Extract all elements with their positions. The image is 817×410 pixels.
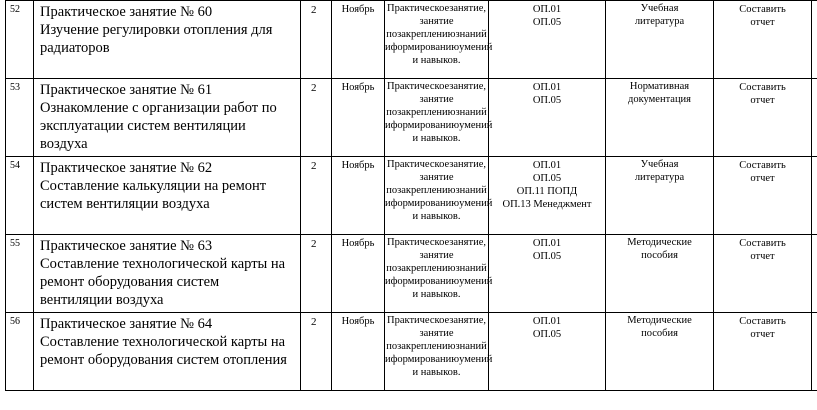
task-line: Составить bbox=[739, 316, 786, 327]
lesson-plan-table bbox=[5, 0, 817, 391]
topic-line: Практическое занятие № 62 bbox=[40, 160, 213, 176]
form-line: формированию bbox=[390, 42, 460, 53]
competencies-cell bbox=[489, 235, 606, 313]
task-line: Составить bbox=[739, 238, 786, 249]
form-line: занятие, занятие по bbox=[386, 315, 486, 352]
competency-code: ОП.13 Менеджмент bbox=[502, 199, 592, 210]
form-line: закреплению bbox=[397, 341, 456, 352]
table-row bbox=[6, 235, 817, 313]
form-line: знаний и bbox=[385, 263, 487, 287]
task-line: отчет bbox=[750, 329, 775, 340]
form-line: формированию bbox=[390, 198, 460, 209]
hours-count: 2 bbox=[301, 1, 332, 79]
month-cell: Ноябрь bbox=[332, 313, 385, 391]
literature-line: Методические bbox=[627, 237, 692, 248]
competencies-cell bbox=[489, 1, 606, 79]
cut-off-column bbox=[812, 157, 817, 235]
literature-cell bbox=[606, 157, 714, 235]
topic-line: ремонт оборудования систем отопления bbox=[40, 352, 287, 368]
task-line: отчет bbox=[750, 173, 775, 184]
cut-off-column bbox=[812, 235, 817, 313]
competency-code: ОП.01 bbox=[532, 160, 562, 171]
literature-line: Учебная bbox=[640, 159, 679, 170]
task-cell bbox=[714, 79, 812, 157]
form-line: занятие, занятие по bbox=[386, 159, 486, 196]
literature-cell bbox=[606, 79, 714, 157]
form-line: формированию bbox=[390, 120, 460, 131]
task-line: отчет bbox=[750, 251, 775, 262]
task-line: Составить bbox=[739, 82, 786, 93]
competency-code: ОП.01 bbox=[532, 238, 562, 249]
competency-code: ОП.11 ПОПД bbox=[516, 186, 578, 197]
form-line: знаний и bbox=[385, 341, 487, 365]
form-line: умений и навыков. bbox=[412, 120, 493, 144]
month-cell: Ноябрь bbox=[332, 79, 385, 157]
task-line: Составить bbox=[739, 4, 786, 15]
form-line: Практическое bbox=[386, 81, 450, 92]
competencies-cell bbox=[489, 79, 606, 157]
form-line: Практическое bbox=[386, 315, 450, 326]
topic-line: Ознакомление с организации работ по bbox=[40, 100, 277, 116]
form-line: умений и навыков. bbox=[412, 276, 493, 300]
lesson-topic bbox=[34, 1, 301, 79]
form-line: знаний и bbox=[385, 185, 487, 209]
task-cell bbox=[714, 235, 812, 313]
topic-line: Составление технологической карты на bbox=[40, 256, 286, 272]
literature-cell bbox=[606, 235, 714, 313]
row-number: 52 bbox=[6, 1, 34, 79]
topic-line: ремонт оборудования систем bbox=[40, 274, 220, 290]
task-cell bbox=[714, 157, 812, 235]
form-line: знаний и bbox=[385, 29, 487, 53]
lesson-form bbox=[385, 235, 493, 313]
task-line: отчет bbox=[750, 95, 775, 106]
lesson-topic bbox=[34, 235, 301, 313]
competency-code: ОП.01 bbox=[532, 82, 562, 93]
topic-line: радиаторов bbox=[40, 40, 110, 56]
literature-cell bbox=[606, 313, 714, 391]
hours-count: 2 bbox=[301, 157, 332, 235]
form-line: знаний и bbox=[385, 107, 487, 131]
literature-line: Методические bbox=[627, 315, 692, 326]
competency-code: ОП.01 bbox=[532, 4, 562, 15]
competency-code: ОП.05 bbox=[532, 251, 562, 262]
form-line: формированию bbox=[390, 276, 460, 287]
competency-code: ОП.05 bbox=[532, 95, 562, 106]
form-line: закреплению bbox=[397, 185, 456, 196]
table-row bbox=[6, 313, 817, 391]
competency-code: ОП.05 bbox=[532, 17, 562, 28]
form-line: умений и навыков. bbox=[412, 42, 493, 66]
cut-off-column bbox=[812, 1, 817, 79]
literature-line: литература bbox=[634, 15, 685, 27]
form-line: занятие, занятие по bbox=[386, 81, 486, 118]
hours-count: 2 bbox=[301, 313, 332, 391]
month-cell: Ноябрь bbox=[332, 157, 385, 235]
topic-line: воздуха bbox=[40, 136, 88, 152]
task-cell bbox=[714, 1, 812, 79]
row-number: 53 bbox=[6, 79, 34, 157]
topic-line: Практическое занятие № 60 bbox=[40, 4, 213, 20]
literature-line: Нормативная bbox=[629, 81, 690, 92]
task-line: отчет bbox=[750, 17, 775, 28]
row-number: 54 bbox=[6, 157, 34, 235]
lesson-topic bbox=[34, 79, 301, 157]
lesson-form bbox=[385, 79, 493, 157]
literature-line: пособия bbox=[641, 249, 678, 261]
form-line: занятие, занятие по bbox=[386, 237, 486, 274]
literature-line: литература bbox=[634, 171, 685, 183]
form-line: формированию bbox=[390, 354, 460, 365]
table-body bbox=[6, 1, 817, 391]
literature-line: документация bbox=[627, 93, 692, 105]
form-line: закреплению bbox=[397, 263, 456, 274]
topic-line: Практическое занятие № 61 bbox=[40, 82, 213, 98]
form-line: умений и навыков. bbox=[412, 198, 493, 222]
table-row bbox=[6, 157, 817, 235]
task-cell bbox=[714, 313, 812, 391]
competency-code: ОП.01 bbox=[532, 316, 562, 327]
topic-line: Составление калькуляции на ремонт bbox=[40, 178, 267, 194]
lesson-form bbox=[385, 313, 493, 391]
competencies-cell bbox=[489, 157, 606, 235]
lesson-form bbox=[385, 1, 493, 79]
form-line: Практическое bbox=[386, 159, 450, 170]
topic-line: систем вентиляции воздуха bbox=[40, 196, 210, 212]
hours-count: 2 bbox=[301, 235, 332, 313]
topic-line: Составление технологической карты на bbox=[40, 334, 286, 350]
hours-count: 2 bbox=[301, 79, 332, 157]
topic-line: Практическое занятие № 64 bbox=[40, 316, 213, 332]
competency-code: ОП.05 bbox=[532, 329, 562, 340]
lesson-topic bbox=[34, 157, 301, 235]
form-line: Практическое bbox=[386, 3, 450, 14]
table-row bbox=[6, 79, 817, 157]
month-cell: Ноябрь bbox=[332, 235, 385, 313]
competencies-cell bbox=[489, 313, 606, 391]
form-line: Практическое bbox=[386, 237, 450, 248]
literature-line: Учебная bbox=[640, 3, 679, 14]
topic-line: эксплуатации систем вентиляции bbox=[40, 118, 246, 134]
task-line: Составить bbox=[739, 160, 786, 171]
topic-line: Изучение регулировки отопления для bbox=[40, 22, 273, 38]
literature-line: пособия bbox=[641, 327, 678, 339]
row-number: 55 bbox=[6, 235, 34, 313]
table-row bbox=[6, 1, 817, 79]
row-number: 56 bbox=[6, 313, 34, 391]
month-cell: Ноябрь bbox=[332, 1, 385, 79]
lesson-form bbox=[385, 157, 493, 235]
cut-off-column bbox=[812, 313, 817, 391]
form-line: умений и навыков. bbox=[412, 354, 493, 378]
competency-code: ОП.05 bbox=[532, 173, 562, 184]
form-line: занятие, занятие по bbox=[386, 3, 486, 40]
literature-cell bbox=[606, 1, 714, 79]
topic-line: Практическое занятие № 63 bbox=[40, 238, 213, 254]
form-line: закреплению bbox=[397, 107, 456, 118]
lesson-topic bbox=[34, 313, 301, 391]
cut-off-column bbox=[812, 79, 817, 157]
form-line: закреплению bbox=[397, 29, 456, 40]
topic-line: вентиляции воздуха bbox=[40, 292, 164, 308]
